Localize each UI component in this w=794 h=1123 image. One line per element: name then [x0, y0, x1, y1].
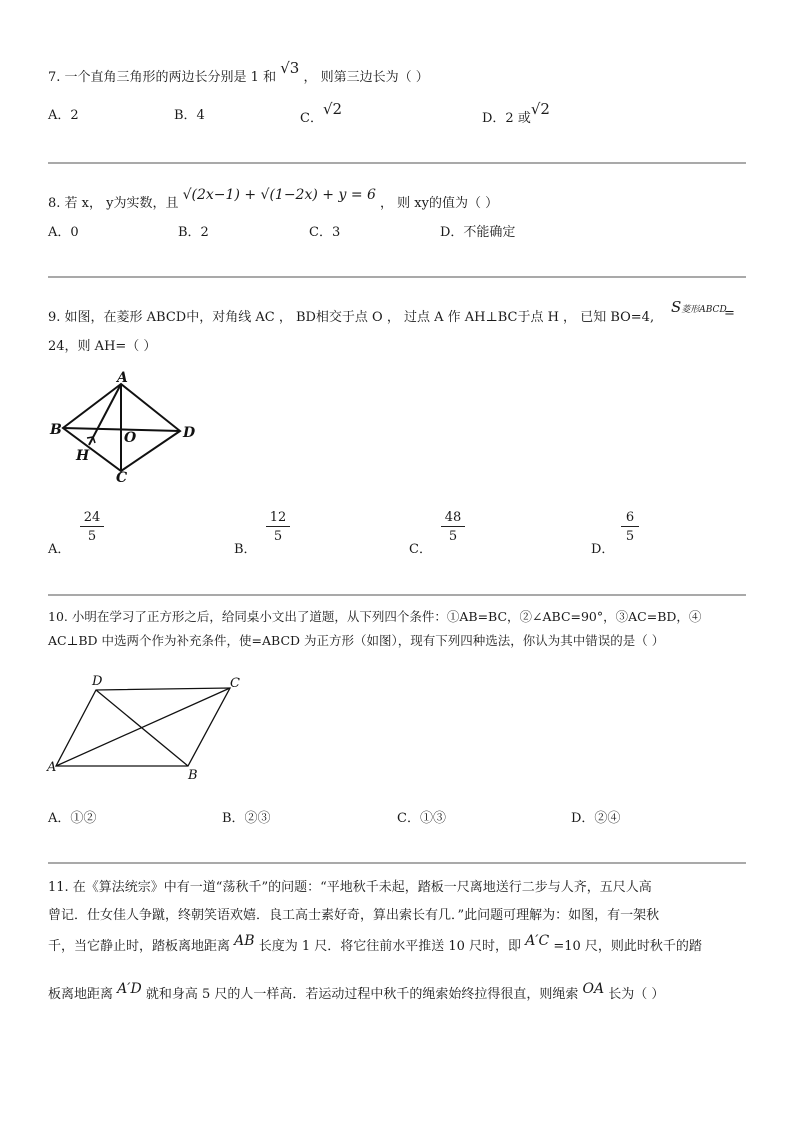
label-c: C [116, 470, 128, 486]
q10-stem-line1: 10. 小明在学习了正方形之后，给同桌小文出了道题，从下列四个条件：①AB=BC，②∠ABC=90°，③AC=BD，④ [48, 609, 702, 624]
divider [48, 594, 746, 596]
diagonal-bd [96, 690, 188, 766]
label-d: D [92, 674, 103, 689]
label-h: H [76, 448, 90, 464]
q7-option-d[interactable]: D．2 或√2 [482, 100, 550, 126]
q9-area-eq: = [724, 306, 735, 321]
q9-stem-line1: 9. 如图，在菱形 ABCD中，对角线 AC ， BD相交于点 O ， 过点 A 作 AH⊥BC于点 H ， 已知 BO=4, [48, 310, 655, 325]
q7-option-b[interactable]: B．4 [174, 108, 205, 123]
q9-option-d[interactable]: D． [591, 542, 615, 557]
q10-option-d[interactable]: D．②④ [571, 811, 621, 826]
q11-line2: 曾记．仕女佳人争蹴，终朝笑语欢嬉．良工高士素好奇，算出索长有几．”此问题可理解为：如图，有一架秋 [48, 908, 660, 923]
q11-line4: 板离地距离 A′D 就和身高 5 尺的人一样高．若运动过程中秋千的绳索始终拉得很直，则绳索 OA 长为（ ） [48, 981, 665, 1002]
label-d: D [183, 425, 196, 441]
q10-option-c[interactable]: C．①③ [397, 811, 446, 826]
q8-option-d[interactable]: D．不能确定 [440, 225, 516, 240]
q7-option-a[interactable]: A．2 [48, 108, 79, 123]
q11-line3: 千，当它静止时，踏板离地距离 AB 长度为 1 尺．将它往前水平推送 10 尺时，即 A′C =10 尺，则此时秋千的踏 [48, 933, 702, 954]
q9-area-symbol: S菱形ABCD [671, 298, 727, 316]
q8-stem [48, 187, 499, 211]
q11-line1: 11. 在《算法统宗》中有一道“荡秋千”的问题：“平地秋千未起，踏板一尺离地送行二步与人齐，五尺人高 [48, 880, 652, 895]
divider [48, 276, 746, 278]
label-a: A [47, 760, 57, 775]
q9-option-c[interactable]: C． [409, 542, 432, 557]
q9-option-a-fraction: $\frac{24}{5}$ [80, 510, 104, 544]
q9-option-c-fraction: $\frac{48}{5}$ [441, 510, 465, 544]
q9-option-b[interactable]: B． [234, 542, 257, 557]
q8-option-a[interactable]: A．0 [48, 225, 79, 240]
q8-option-c[interactable]: C．3 [309, 225, 341, 240]
altitude-ah [89, 384, 121, 445]
q10-stem-line2: AC⊥BD 中选两个作为补充条件，使=ABCD 为正方形（如图），现有下列四种选法，你认为其中错误的是（ ） [48, 633, 665, 648]
q8-option-b[interactable]: B．2 [178, 225, 209, 240]
label-a: A [117, 370, 128, 386]
divider [48, 862, 746, 864]
label-c: C [230, 676, 240, 691]
q7-radical: √3 [280, 59, 300, 77]
q7-stem-pre: 7. 一个直角三角形的两边长分别是 1 和 [48, 70, 277, 85]
q9-option-a[interactable]: A． [48, 542, 71, 557]
parallelogram-figure [44, 672, 254, 784]
label-b: B [188, 768, 198, 783]
label-o: O [124, 430, 137, 446]
q8-formula: √(2x−1) + √(1−2x) + y = 6 [182, 187, 376, 203]
q10-option-a[interactable]: A．①② [48, 811, 97, 826]
label-b: B [50, 422, 62, 438]
q9-stem-line2: 24，则 AH=（ ） [48, 339, 157, 354]
q10-option-b[interactable]: B．②③ [222, 811, 271, 826]
rhombus-figure [48, 370, 218, 490]
q7-option-c[interactable]: C．√2 [300, 100, 343, 126]
q7-stem-post: ， 则第三边长为（ ） [303, 70, 429, 85]
diagonal-ac [56, 688, 230, 766]
q8-stem-post: ， 则 xy的值为（ ） [380, 196, 499, 211]
q7-stem [48, 59, 429, 85]
q9-option-b-fraction: $\frac{12}{5}$ [266, 510, 290, 544]
q8-stem-pre: 8. 若 x， y为实数，且 [48, 196, 179, 211]
divider [48, 162, 746, 164]
q9-option-d-fraction: $\frac{6}{5}$ [621, 510, 639, 544]
